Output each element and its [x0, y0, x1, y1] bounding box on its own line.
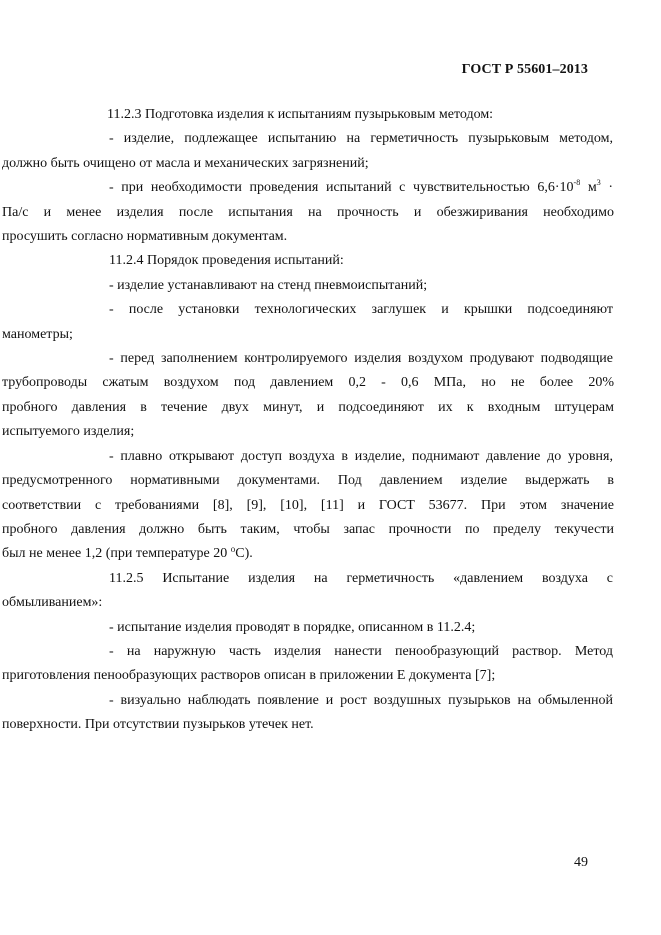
paragraph-raise-pressure	[2, 445, 614, 567]
paragraph-11-2-4-heading	[107, 249, 613, 273]
paragraph-foaming-solution	[2, 640, 613, 689]
paragraph-11-2-5-heading	[2, 567, 613, 616]
text-line: пробного давления в течение двух минут, и подсоединяют их к входным штуцерам	[2, 399, 614, 415]
superscript: 3	[596, 177, 601, 187]
paragraph-observe-bubbles	[2, 689, 613, 738]
text-line: - визуально наблюдать появление и рост воздушных пузырьков на обмыленной	[109, 692, 613, 708]
text-fragment: ·	[600, 180, 614, 196]
text-fragment: - при необходимости проведения испытаний с чувствительностью 6,6·10	[109, 180, 574, 196]
text-line: 11.2.5 Испытание изделия на герметичность «давлением воздуха с	[109, 570, 613, 586]
text-line: - изделие, подлежащее испытанию на герметичность пузырьковым методом,	[109, 131, 613, 147]
text-line-with-degree	[0, 542, 614, 566]
paragraph-11-2-3-heading	[107, 103, 613, 127]
text-line: - на наружную часть изделия нанести пенообразующий раствор. Метод	[109, 643, 613, 659]
text-line: просушить согласно нормативным документам.	[2, 229, 288, 245]
text-line-with-superscript	[107, 176, 613, 200]
text-line: испытуемого изделия;	[2, 424, 135, 440]
document-code-header: ГОСТ Р 55601–2013	[461, 62, 588, 77]
paragraph-cleaning	[2, 127, 613, 176]
text-line: предусмотренного нормативными документами. Под давлением изделие выдержать в	[2, 473, 614, 489]
text-line: 11.2.3 Подготовка изделия к испытаниям пузырьковым методом:	[107, 107, 494, 122]
text-line: - после установки технологических заглушек и крышки подсоединяют	[109, 302, 613, 318]
document-body	[2, 103, 614, 738]
degree-sign: о	[230, 544, 236, 555]
text-line: - плавно открывают доступ воздуха в изделие, поднимают давление до уровня,	[109, 448, 613, 464]
paragraph-sensitivity	[2, 176, 614, 249]
text-line: трубопроводы сжатым воздухом под давлением 0,2 - 0,6 МПа, но не более 20%	[2, 375, 614, 391]
text-line: пробного давления должно быть таким, чтобы запас прочности по пределу текучести	[2, 521, 614, 537]
text-line: Па/с и менее изделия после испытания на прочность и обезжиривания необходимо	[2, 204, 614, 220]
text-line: обмыливанием»:	[2, 595, 103, 611]
text-fragment: С).	[235, 546, 253, 562]
paragraph-install-stand	[107, 274, 613, 298]
superscript: -8	[573, 177, 581, 187]
page-number: 49	[574, 855, 588, 870]
text-line: манометры;	[2, 326, 73, 342]
text-line: - испытание изделия проводят в порядке, описанном в 11.2.4;	[109, 619, 476, 635]
text-line: должно быть очищено от масла и механических загрязнений;	[2, 155, 369, 171]
paragraph-connect-manometers	[2, 298, 613, 347]
text-line: поверхности. При отсутствии пузырьков утечек нет.	[2, 717, 314, 733]
text-fragment: м	[580, 180, 597, 196]
paragraph-test-order	[107, 616, 613, 640]
text-line: соответствии с требованиями [8], [9], [10], [11] и ГОСТ 53677. При этом значение	[2, 497, 614, 513]
text-line: - перед заполнением контролируемого изделия воздухом продувают подводящие	[109, 351, 613, 367]
text-fragment: был не менее 1,2 (при температуре 20	[2, 546, 231, 562]
paragraph-purge-pipes	[2, 347, 614, 445]
text-line: приготовления пенообразующих растворов описан в приложении Е документа [7];	[2, 668, 496, 684]
text-line: 11.2.4 Порядок проведения испытаний:	[109, 253, 344, 269]
text-line: - изделие устанавливают на стенд пневмоиспытаний;	[109, 277, 428, 293]
